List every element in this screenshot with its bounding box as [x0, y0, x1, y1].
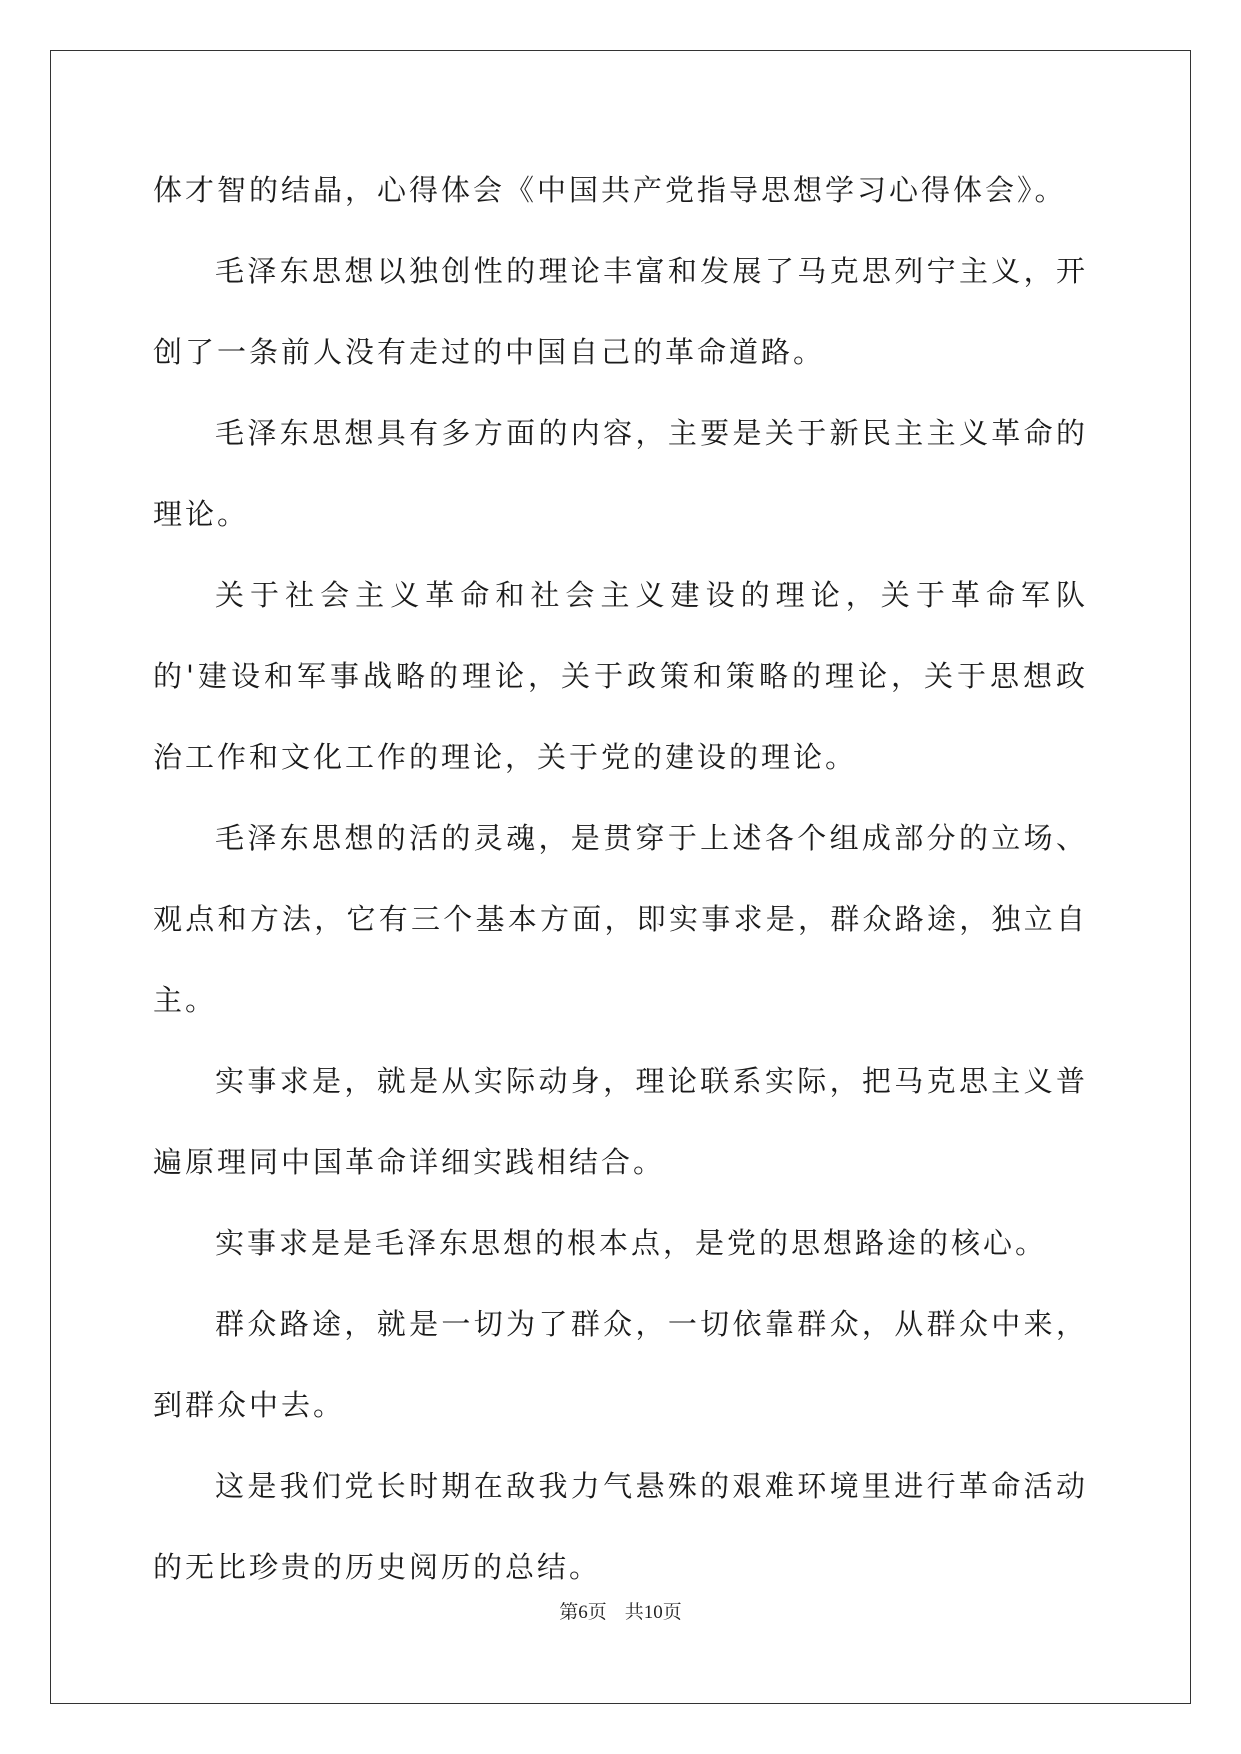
- page-total: 共10页: [624, 1602, 682, 1623]
- paragraph: 群众路途，就是一切为了群众，一切依靠群众，从群众中来，到群众中去。: [153, 1307, 1088, 1422]
- page-footer: [0, 1597, 1241, 1624]
- paragraph: 这是我们党长时期在敌我力气悬殊的艰难环境里进行革命活动的无比珍贵的历史阅历的总结。: [153, 1469, 1088, 1584]
- page-number: 第6页: [559, 1602, 607, 1623]
- paragraph: 关于社会主义革命和社会主义建设的理论，关于革命军队的'建设和军事战略的理论，关于政策和策略的理论，关于思想政治工作和文化工作的理论，关于党的建设的理论。: [153, 578, 1088, 774]
- paragraph: 实事求是，就是从实际动身，理论联系实际，把马克思主义普遍原理同中国革命详细实践相结合。: [153, 1064, 1088, 1179]
- document-body: [153, 150, 1088, 1608]
- paragraph: 实事求是是毛泽东思想的根本点，是党的思想路途的核心。: [215, 1226, 1048, 1260]
- paragraph: 毛泽东思想以独创性的理论丰富和发展了马克思列宁主义，开创了一条前人没有走过的中国自己的革命道路。: [153, 254, 1088, 369]
- paragraph: 毛泽东思想的活的灵魂，是贯穿于上述各个组成部分的立场、观点和方法，它有三个基本方面，即实事求是，群众路途，独立自主。: [153, 821, 1088, 1017]
- paragraph: 毛泽东思想具有多方面的内容，主要是关于新民主主义革命的理论。: [153, 416, 1088, 531]
- paragraph: 体才智的结晶，心得体会《中国共产党指导思想学习心得体会》。: [153, 173, 1067, 207]
